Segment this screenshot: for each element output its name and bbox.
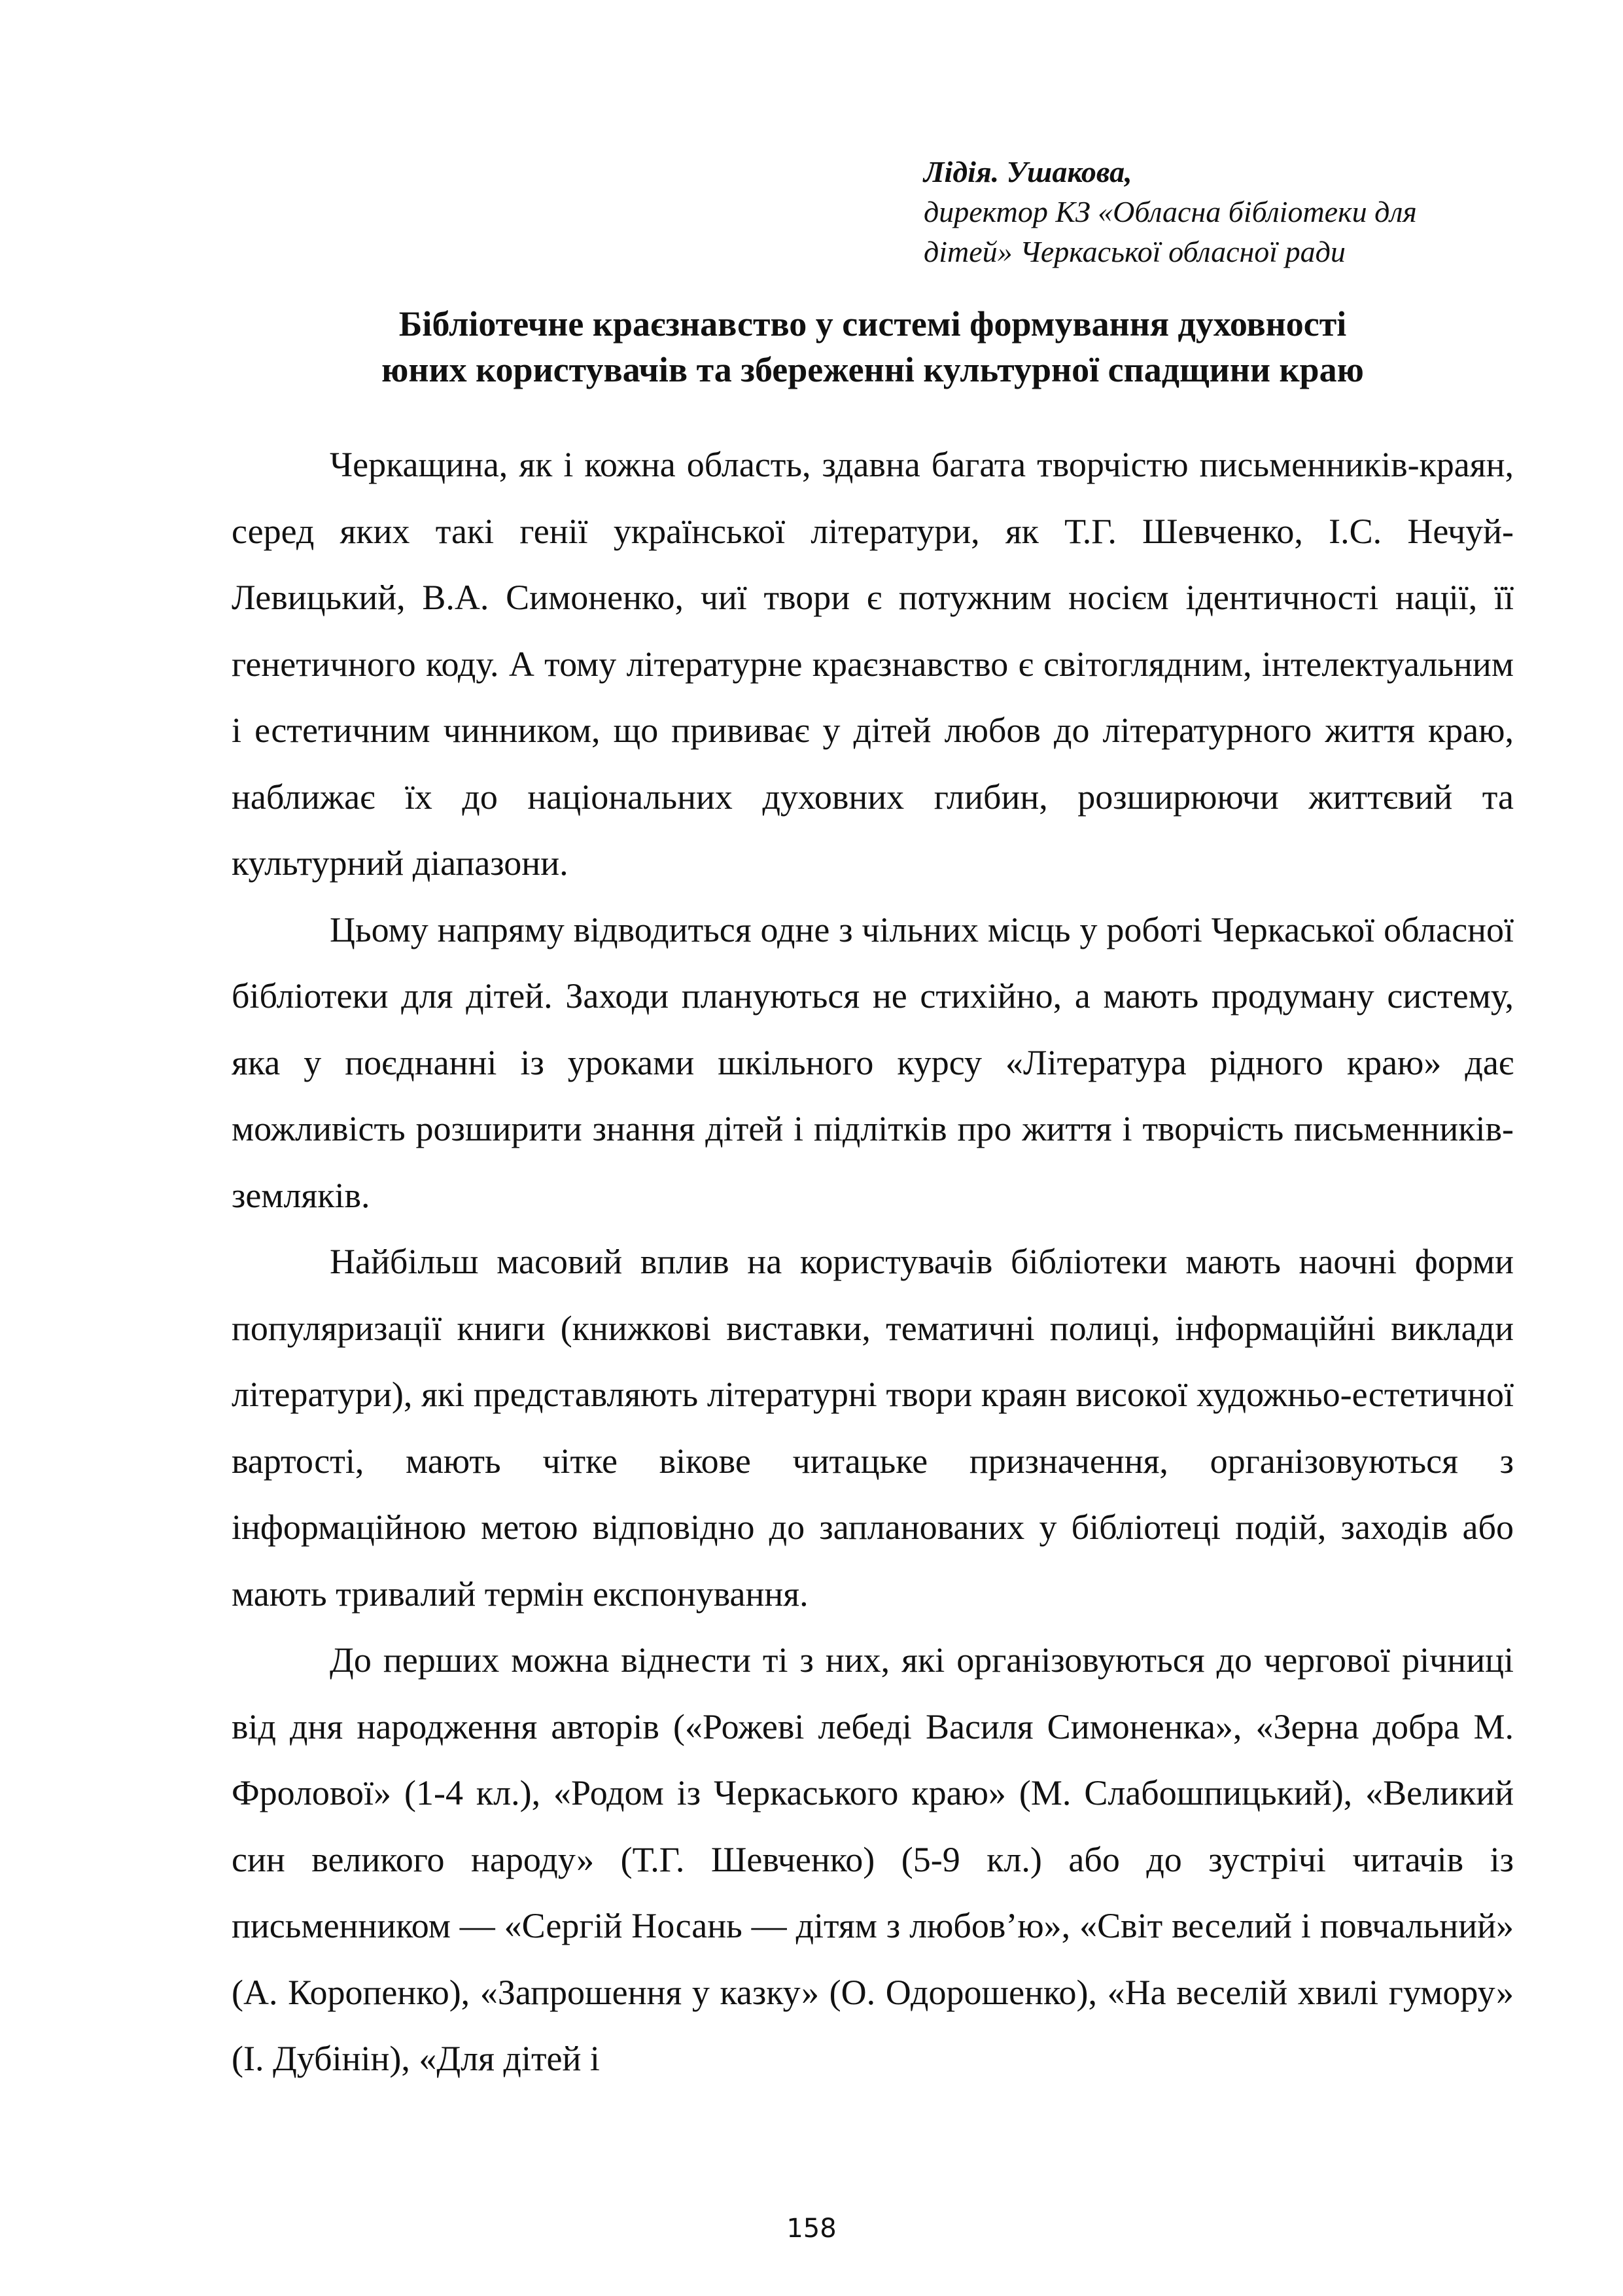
body-paragraph: Цьому напряму відводиться одне з чільних місць у роботі Черкаської обласної бібліотеки для дітей. Заходи плануються не стихійно, а мають продуману систему, яка у поєднанні із уроками шкільного курсу «Література рідного краю» дає можливість розширити знання дітей і підлітків про життя і творчість письменників-земляків.	[232, 910, 1514, 1215]
article-title	[232, 301, 1514, 393]
title-line: юних користувачів та збереженні культурної спадщини краю	[381, 350, 1364, 389]
page-number: 158	[786, 2214, 837, 2244]
body-paragraph: Найбільш масовий вплив на користувачів бібліотеки мають наочні форми популяризації книги (книжкові виставки, тематичні полиці, інформаційні виклади літератури), які представляють літературні твори краян високої художньо-естетичної вартості, мають чітке вікове читацьке призначення, організовуються з інформаційною метою відповідно до запланованих у бібліотеці подій, заходів або мають тривалий термін експонування.	[232, 1242, 1514, 1614]
article-body	[232, 432, 1514, 2093]
body-paragraph: Черкащина, як і кожна область, здавна багата творчістю письменників-краян, серед яких такі генії української літератури, як Т.Г. Шевченко, І.С. Нечуй-Левицький, В.А. Симоненко, чиї твори є потужним носієм ідентичності нації, її генетичного коду. А тому літературне краєзнавство є світоглядним, інтелектуальним і естетичним чинником, що прививає у дітей любов до літературного життя краю, наближає їх до національних духовних глибин, розширюючи життєвий та культурний діапазони.	[232, 445, 1514, 883]
body-paragraph: До перших можна віднести ті з них, які організовуються до чергової річниці від дня народження авторів («Рожеві лебеді Василя Симоненка», «Зерна добра М. Фролової» (1-4 кл.), «Родом із Черкаського краю» (М. Слабошпицький), «Великий син великого народу» (Т.Г. Шевченко) (5-9 кл.) або до зустрічі читачів із письменником — «Сергій Носань — дітям з любов’ю», «Світ веселий і повчальний» (А. Коропенко), «Запрошення у казку» (О. Одорошенко), «На веселій хвилі гумору» (І. Дубінін), «Для дітей і	[232, 1640, 1514, 2078]
author-name: Лідія. Ушакова,	[924, 155, 1132, 188]
author-position-line: дітей» Черкаської обласної ради	[924, 235, 1346, 268]
title-line: Бібліотечне краєзнавство у системі формування духовності	[398, 304, 1347, 344]
author-position-line: директор КЗ «Обласна бібліотеки для	[924, 195, 1417, 228]
author-block	[924, 152, 1512, 272]
